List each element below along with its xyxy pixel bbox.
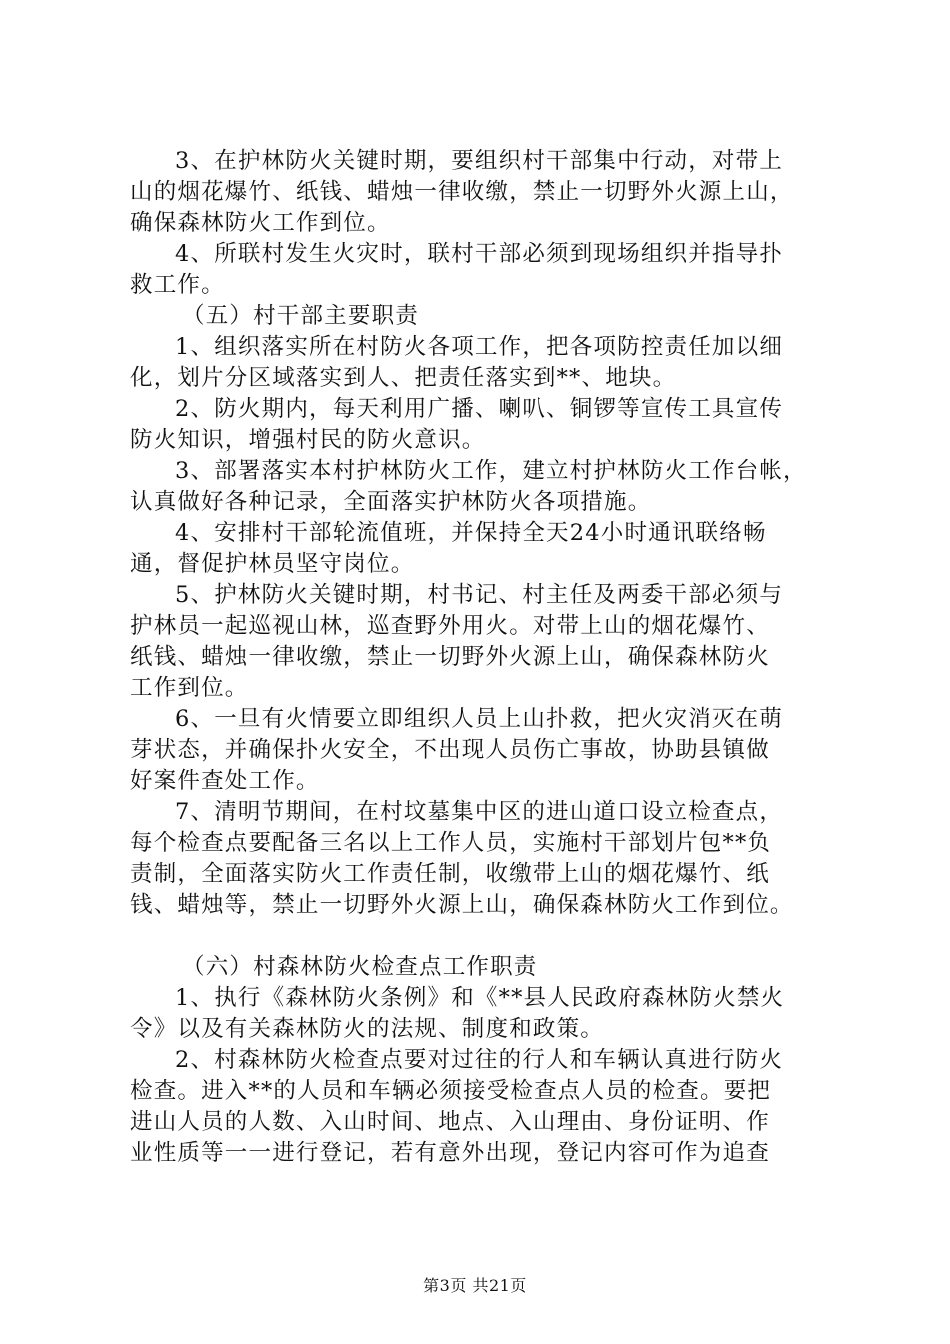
- paragraph-4-line-2: 救工作。: [130, 272, 225, 298]
- section6-item-2-line-1: 2、村森林防火检查点要对过往的行人和车辆认真进行防火: [175, 1047, 784, 1073]
- section5-item-4-line-2: 通，督促护林员坚守岗位。: [130, 551, 415, 577]
- section5-item-6-line-3: 好案件查处工作。: [130, 768, 320, 794]
- section-heading-6: （六）村森林防火检查点工作职责: [182, 954, 538, 980]
- paragraph-4-line-1: 4、所联村发生火灾时，联村干部必须到现场组织并指导扑: [175, 241, 784, 267]
- section5-item-4-line-1: 4、安排村干部轮流值班，并保持全天24小时通讯联络畅: [175, 520, 767, 546]
- section5-item-7-line-4: 钱、蜡烛等，禁止一切野外火源上山，确保森林防火工作到位。: [130, 892, 794, 918]
- section6-item-1-line-2: 令》以及有关森林防火的法规、制度和政策。: [130, 1016, 605, 1042]
- section6-item-2-line-2: 检查。进入**的人员和车辆必须接受检查点人员的检查。要把: [130, 1078, 772, 1104]
- section5-item-3-line-1: 3、部署落实本村护林防火工作，建立村护林防火工作台帐，: [175, 458, 807, 484]
- section5-item-1-line-2: 化，划片分区域落实到人、把责任落实到**、地块。: [130, 365, 677, 391]
- document-body: [130, 146, 850, 1169]
- section6-item-2-line-3: 进山人员的人数、入山时间、地点、入山理由、身份证明、作: [130, 1109, 770, 1135]
- paragraph-3-line-2: 山的烟花爆竹、纸钱、蜡烛一律收缴，禁止一切野外火源上山，: [130, 179, 794, 205]
- section5-item-5-line-1: 5、护林防火关键时期，村书记、村主任及两委干部必须与: [175, 582, 784, 608]
- paragraph-3-line-3: 确保森林防火工作到位。: [130, 210, 391, 236]
- section5-item-6-line-2: 芽状态，并确保扑火安全，不出现人员伤亡事故，协助县镇做: [130, 737, 770, 763]
- paragraph-3-line-1: 3、在护林防火关键时期，要组织村干部集中行动，对带上: [175, 148, 784, 174]
- blank-line: [130, 921, 850, 952]
- section5-item-7-line-1: 7、清明节期间，在村坟墓集中区的进山道口设立检查点，: [175, 799, 784, 825]
- section5-item-2-line-1: 2、防火期内，每天利用广播、喇叭、铜锣等宣传工具宣传: [175, 396, 784, 422]
- section5-item-7-line-3: 责制，全面落实防火工作责任制，收缴带上山的烟花爆竹、纸: [130, 861, 770, 887]
- section5-item-6-line-1: 6、一旦有火情要立即组织人员上山扑救，把火灾消灭在萌: [175, 706, 784, 732]
- section5-item-3-line-2: 认真做好各种记录，全面落实护林防火各项措施。: [130, 489, 652, 515]
- section5-item-7-line-2: 每个检查点要配备三名以上工作人员，实施村干部划片包**负: [130, 830, 772, 856]
- section5-item-5-line-2: 护林员一起巡视山林，巡查野外用火。对带上山的烟花爆竹、: [130, 613, 770, 639]
- section5-item-2-line-2: 防火知识，增强村民的防火意识。: [130, 427, 486, 453]
- section5-item-1-line-1: 1、组织落实所在村防火各项工作，把各项防控责任加以细: [175, 334, 784, 360]
- page-number-footer: 第3页 共21页: [423, 1276, 527, 1295]
- section-heading-5: （五）村干部主要职责: [182, 303, 420, 329]
- section6-item-1-line-1: 1、执行《森林防火条例》和《**县人民政府森林防火禁火: [175, 985, 785, 1011]
- section6-item-2-line-4: 业性质等一一进行登记，若有意外出现，登记内容可作为追查: [130, 1140, 770, 1166]
- section5-item-5-line-4: 工作到位。: [130, 675, 249, 701]
- section5-item-5-line-3: 纸钱、蜡烛一律收缴，禁止一切野外火源上山，确保森林防火: [130, 644, 770, 670]
